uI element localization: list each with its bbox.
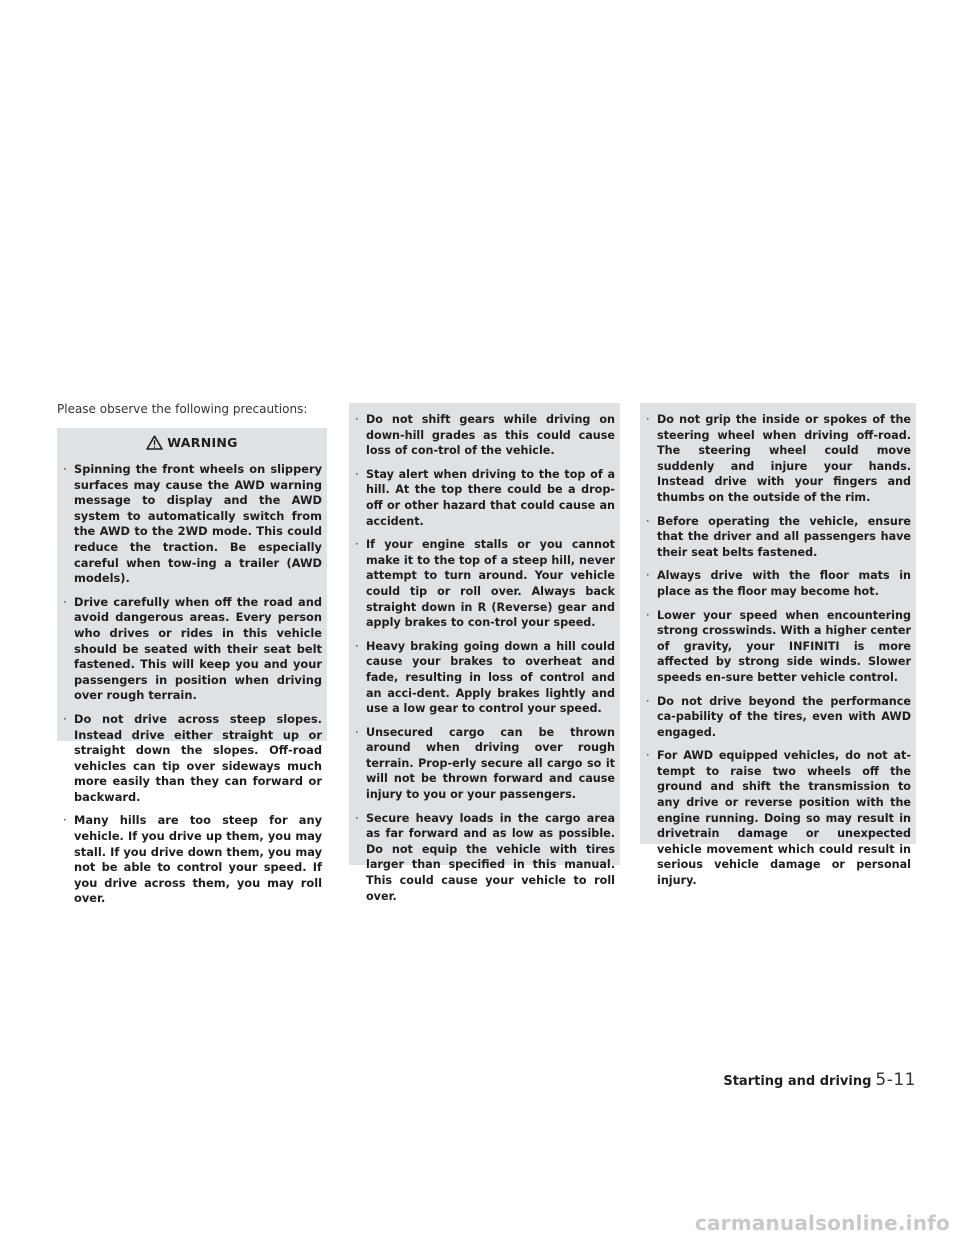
- warning-item: · Heavy braking going down a hill could cause your brakes to overheat and fade, resulting in loss of control and an acci-dent. Apply brakes lightly and use a low gear to control your speed.: [354, 639, 615, 717]
- warning-item: · Do not drive across steep slopes. Instead drive either straight up or straight down the slopes. Off-road vehicles can tip over sideways much more easily than they can forward or backward.: [62, 712, 322, 806]
- warning-list-column-3: [645, 412, 911, 889]
- warning-item: · Before operating the vehicle, ensure that the driver and all passengers have their seat belts fastened.: [645, 514, 911, 561]
- intro-text: Please observe the following precautions:: [57, 402, 308, 416]
- warning-box-column-2: [349, 403, 620, 903]
- warning-triangle-icon: [146, 435, 163, 450]
- section-title: Starting and driving: [723, 1074, 872, 1089]
- warning-item: · Lower your speed when encountering strong crosswinds. With a higher center of gravity, your INFINITI is more affected by strong side winds. Slower speeds en-sure better vehicle control.: [645, 608, 911, 686]
- warning-heading: [62, 435, 322, 450]
- warning-title: WARNING: [167, 435, 238, 450]
- warning-box-column-1: [57, 428, 327, 906]
- warning-list-column-1: [62, 462, 322, 907]
- page-number: 5-11: [875, 1070, 916, 1090]
- warning-box-column-3: [640, 403, 916, 888]
- warning-item: · Do not shift gears while driving on down-hill grades as this could cause loss of con-trol of the vehicle.: [354, 412, 615, 459]
- warning-list-column-2: [354, 412, 615, 904]
- warning-item: · For AWD equipped vehicles, do not at-tempt to raise two wheels off the ground and shift the transmission to any drive or reverse position with the engine running. Doing so may result in drivetrain damage or unexpected vehicle movement which could result in serious vehicle damage or personal injury.: [645, 748, 911, 888]
- page-footer: [723, 1070, 916, 1090]
- warning-item: · Unsecured cargo can be thrown around when driving over rough terrain. Prop-erly secure all cargo so it will not be thrown forward and cause injury to you or your passengers.: [354, 725, 615, 803]
- warning-item: · Stay alert when driving to the top of a hill. At the top there could be a drop-off or other hazard that could cause an accident.: [354, 467, 615, 529]
- watermark: carmanualsonline.info: [694, 1211, 950, 1235]
- warning-item: · Secure heavy loads in the cargo area as far forward and as low as possible. Do not equip the vehicle with tires larger than specified in this manual. This could cause your vehicle to roll over.: [354, 811, 615, 905]
- warning-item: · Do not drive beyond the performance ca-pability of the tires, even with AWD engaged.: [645, 694, 911, 741]
- warning-item: · Always drive with the floor mats in place as the floor may become hot.: [645, 568, 911, 599]
- warning-item: · Drive carefully when off the road and avoid dangerous areas. Every person who drives or rides in this vehicle should be seated with their seat belt fastened. This will keep you and your passengers in position when driving over rough terrain.: [62, 595, 322, 704]
- warning-item: · Do not grip the inside or spokes of the steering wheel when driving off-road. The steering wheel could move suddenly and injure your hands. Instead drive with your fingers and thumbs on the outside of the rim.: [645, 412, 911, 506]
- warning-item: · If your engine stalls or you cannot make it to the top of a steep hill, never attempt to turn around. Your vehicle could tip or roll over. Always back straight down in R (Reverse) gear and apply brakes to con-trol your speed.: [354, 537, 615, 631]
- warning-item: · Spinning the front wheels on slippery surfaces may cause the AWD warning message to display and the AWD system to automatically switch from the AWD to the 2WD mode. This could reduce the traction. Be especially careful when tow-ing a trailer (AWD models).: [62, 462, 322, 587]
- warning-item: · Many hills are too steep for any vehicle. If you drive up them, you may stall. If you drive down them, you may not be able to control your speed. If you drive across them, you may roll over.: [62, 813, 322, 907]
